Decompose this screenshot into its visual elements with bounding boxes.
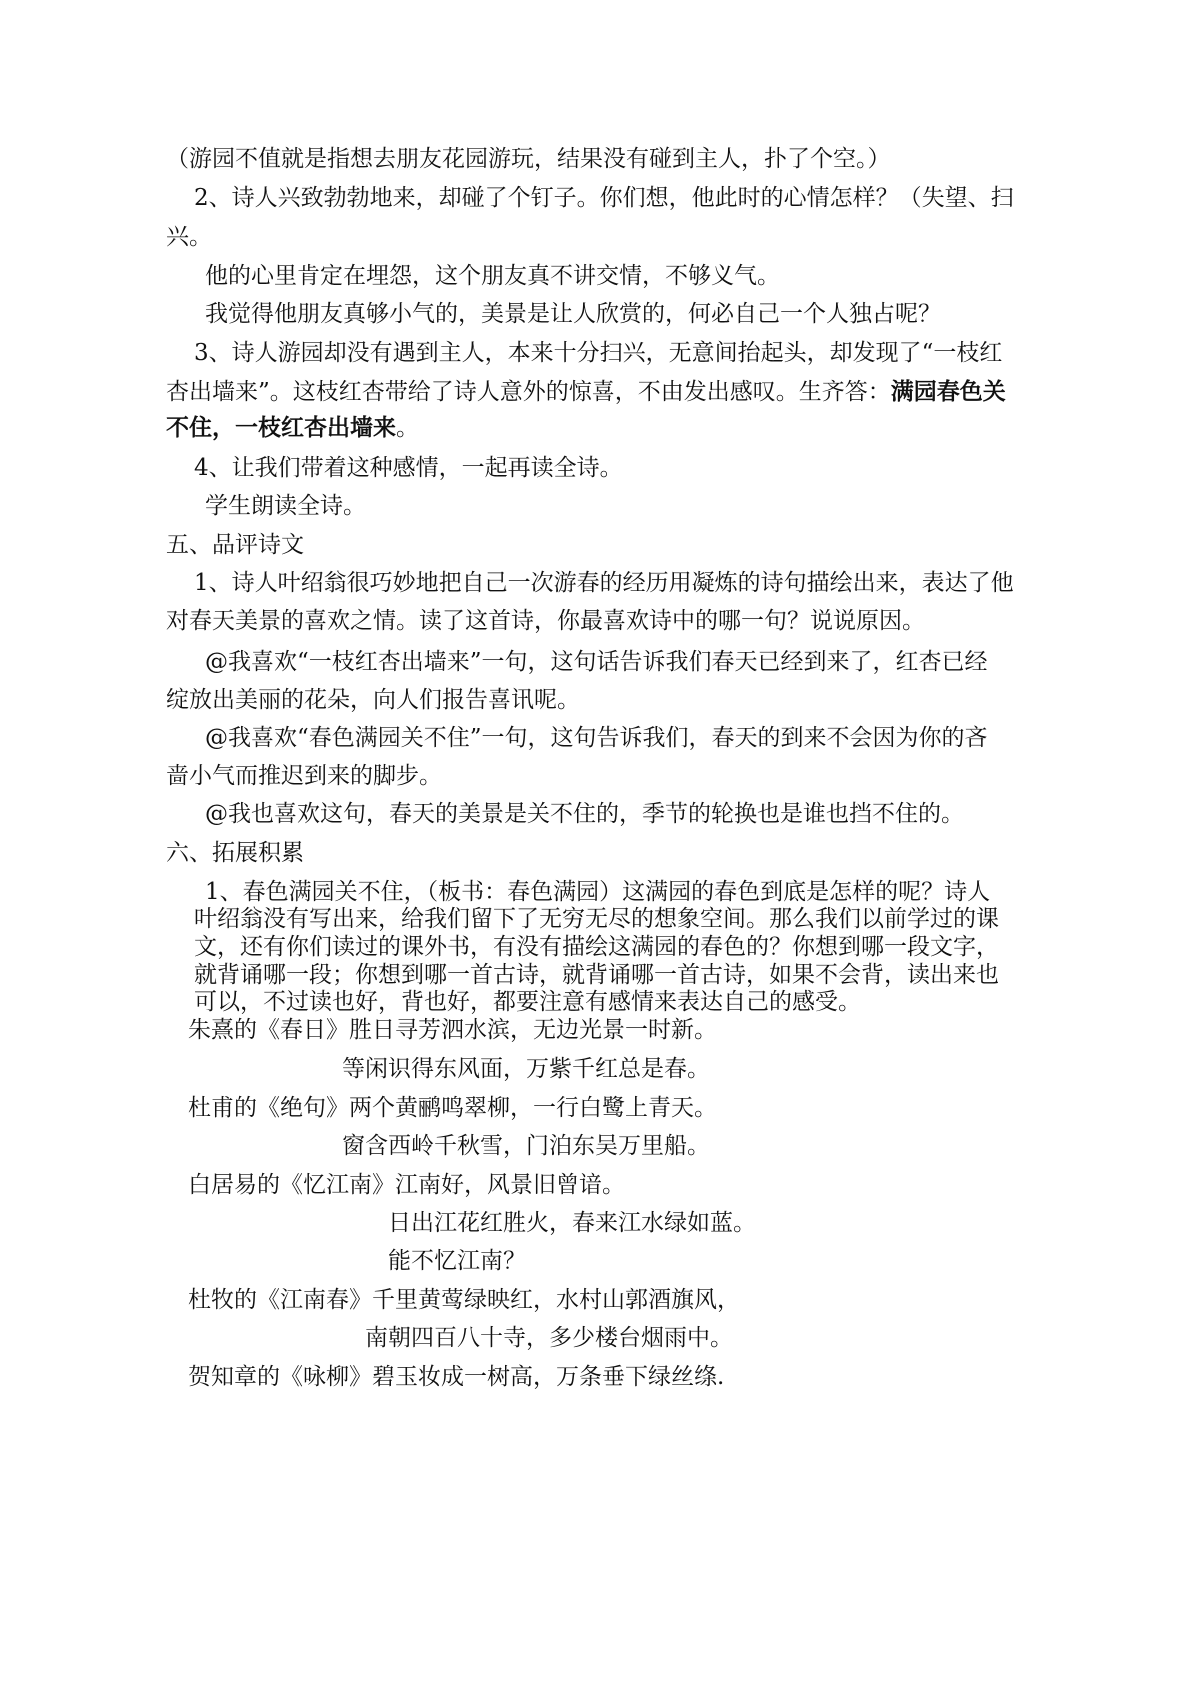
poem-line: 日出江花红胜火，春来江水绿如蓝。	[388, 1210, 756, 1236]
paragraph-line: 兴。	[166, 224, 212, 250]
paragraph-line: 4、让我们带着这种感情，一起再读全诗。	[194, 455, 623, 481]
paragraph-line: 绽放出美丽的花朵，向人们报告喜讯呢。	[166, 687, 580, 713]
paragraph-line: @我也喜欢这句，春天的美景是关不住的，季节的轮换也是谁也挡不住的。	[205, 801, 964, 827]
poem-line: 杜牧的《江南春》千里黄莺绿映红，水村山郭酒旗风，	[188, 1287, 740, 1313]
paragraph-line: 可以，不过读也好，背也好，都要注意有感情来表达自己的感受。	[194, 989, 861, 1015]
paragraph-line: 对春天美景的喜欢之情。读了这首诗，你最喜欢诗中的哪一句？说说原因。	[166, 608, 925, 634]
section-heading: 六、拓展积累	[166, 840, 304, 866]
line-text: 。	[396, 415, 419, 441]
paragraph-line: 啬小气而推迟到来的脚步。	[166, 763, 442, 789]
paragraph-line: 我觉得他朋友真够小气的，美景是让人欣赏的，何必自己一个人独占呢？	[205, 301, 941, 327]
section-heading: 五、品评诗文	[166, 532, 304, 558]
poem-line: 杜甫的《绝句》两个黄鹂鸣翠柳，一行白鹭上青天。	[188, 1095, 717, 1121]
paragraph-line: 他的心里肯定在埋怨，这个朋友真不讲交情，不够义气。	[205, 263, 780, 289]
poem-line: 朱熹的《春日》胜日寻芳泗水滨，无边光景一时新。	[188, 1017, 717, 1043]
paragraph-line: @我喜欢“春色满园关不住”一句，这句告诉我们，春天的到来不会因为你的吝	[205, 725, 988, 751]
poem-line: 南朝四百八十寺，多少楼台烟雨中。	[365, 1325, 733, 1351]
paragraph-line: （游园不值就是指想去朋友花园游玩，结果没有碰到主人，扑了个空。）	[166, 146, 891, 172]
paragraph-line: 1、诗人叶绍翁很巧妙地把自己一次游春的经历用凝炼的诗句描绘出来，表达了他	[194, 570, 1014, 596]
poem-line: 窗含西岭千秋雪，门泊东吴万里船。	[342, 1133, 710, 1159]
bold-answer-text: 满园春色关	[890, 378, 1006, 405]
paragraph-line: 2、诗人兴致勃勃地来，却碰了个钉子。你们想，他此时的心情怎样？（失望、扫	[194, 185, 1014, 211]
paragraph-line: 文，还有你们读过的课外书，有没有描绘这满园的春色的？你想到哪一段文字，	[194, 934, 999, 960]
paragraph-line: 学生朗读全诗。	[205, 493, 366, 519]
poem-line: 贺知章的《咏柳》碧玉妆成一树高，万条垂下绿丝绦.	[188, 1364, 725, 1390]
paragraph-line: 3、诗人游园却没有遇到主人，本来十分扫兴，无意间抬起头，却发现了“一枝红	[194, 340, 1003, 366]
line-text: 杏出墙来”。这枝红杏带给了诗人意外的惊喜，不由发出感叹。生齐答：	[166, 379, 891, 405]
poem-line: 白居易的《忆江南》江南好，风景旧曾谙。	[188, 1172, 625, 1198]
paragraph-line	[166, 413, 419, 443]
paragraph-line: 1、春色满园关不住，（板书：春色满园）这满园的春色到底是怎样的呢？诗人	[205, 879, 991, 905]
paragraph-line: 就背诵哪一段；你想到哪一首古诗，就背诵哪一首古诗，如果不会背，读出来也	[194, 962, 999, 988]
poem-line: 能不忆江南？	[388, 1248, 526, 1274]
paragraph-line: 叶绍翁没有写出来，给我们留下了无穷无尽的想象空间。那么我们以前学过的课	[194, 906, 999, 932]
paragraph-line: @我喜欢“一枝红杏出墙来”一句，这句话告诉我们春天已经到来了，红杏已经	[205, 649, 988, 675]
bold-answer-text: 不住，一枝红杏出墙来	[166, 414, 396, 441]
poem-line: 等闲识得东风面，万紫千红总是春。	[342, 1056, 710, 1082]
paragraph-line	[166, 377, 1006, 407]
